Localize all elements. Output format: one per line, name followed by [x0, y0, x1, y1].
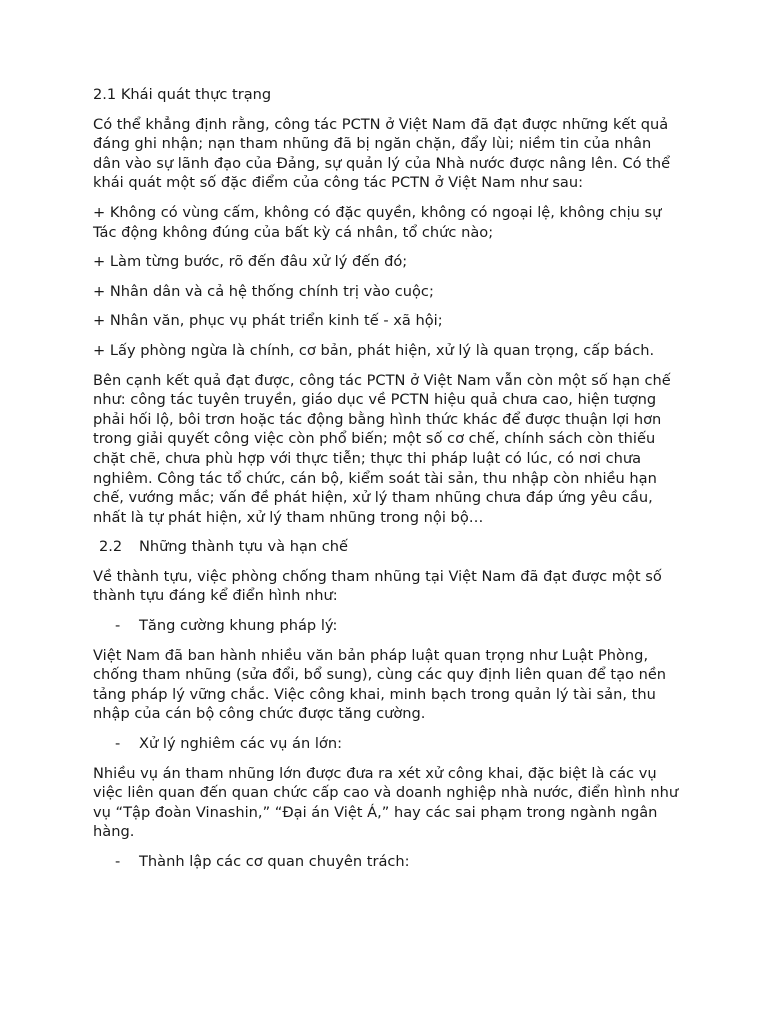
bullet-item	[93, 734, 683, 754]
section-2-2-intro: Về thành tựu, việc phòng chống tham nhũng tại Việt Nam đã đạt được một số thành tựu đáng kể điển hình như:	[93, 567, 662, 605]
point-item: + Nhân văn, phục vụ phát triển kinh tế - xã hội;	[93, 312, 443, 330]
bullet-item	[93, 616, 683, 636]
bullet-body: Nhiều vụ án tham nhũng lớn được đưa ra xét xử công khai, đặc biệt là các vụ việc liên quan đến quan chức cấp cao và doanh nghiệp nhà nước, điển hình như vụ “Tập đoàn Vinashin,” “Đại án Việt Á,” hay các sai phạm trong ngành ngân hàng.	[93, 764, 679, 841]
section-2-2-title: Những thành tựu và hạn chế	[139, 538, 349, 556]
bullet-item	[93, 852, 683, 872]
bullet-dash: -	[115, 735, 121, 753]
section-2-1-intro: Có thể khẳng định rằng, công tác PCTN ở Việt Nam đã đạt được những kết quả đáng ghi nhận; nạn tham nhũng đã bị ngăn chặn, đẩy lùi; niềm tin của nhân dân vào sự lãnh đạo của Đảng, sự quản lý của Nhà nước được nâng lên. Có thể khái quát một số đặc điểm của công tác PCTN ở Việt Nam như sau:	[93, 115, 671, 192]
bullet-dash: -	[115, 617, 121, 635]
bullet-dash: -	[115, 853, 121, 870]
section-2-2-number: 2.2	[99, 538, 123, 556]
document-page	[93, 85, 683, 882]
point-item: + Làm từng bước, rõ đến đâu xử lý đến đó;	[93, 253, 408, 271]
bullet-body: Việt Nam đã ban hành nhiều văn bản pháp luật quan trọng như Luật Phòng, chống tham nhũng (sửa đổi, bổ sung), cùng các quy định liên quan để tạo nền tảng pháp lý vững chắc. Việc công khai, minh bạch trong quản lý tài sản, thu nhập của cán bộ công chức được tăng cường.	[93, 646, 667, 723]
point-item: + Lấy phòng ngừa là chính, cơ bản, phát hiện, xử lý là quan trọng, cấp bách.	[93, 341, 655, 359]
section-2-2-heading	[93, 537, 683, 557]
bullet-label: Tăng cường khung pháp lý:	[139, 617, 338, 635]
bullet-label: Thành lập các cơ quan chuyên trách:	[139, 853, 410, 870]
bullet-label: Xử lý nghiêm các vụ án lớn:	[139, 735, 343, 753]
point-item: + Nhân dân và cả hệ thống chính trị vào cuộc;	[93, 282, 434, 300]
point-item: + Không có vùng cấm, không có đặc quyền, không có ngoại lệ, không chịu sự Tác động không đúng của bất kỳ cá nhân, tổ chức nào;	[93, 203, 662, 241]
section-2-1-limitations: Bên cạnh kết quả đạt được, công tác PCTN ở Việt Nam vẫn còn một số hạn chế như: công tác tuyên truyền, giáo dục về PCTN hiệu quả chưa cao, hiện tượng phải hối lộ, bôi trơn hoặc tác động bằng hình thức khác để được thuận lợi hơn trong giải quyết công việc còn phổ biến; một số cơ chế, chính sách còn thiếu chặt chẽ, chưa phù hợp với thực tiễn; thực thi pháp luật có lúc, có nơi chưa nghiêm. Công tác tổ chức, cán bộ, kiểm soát tài sản, thu nhập còn nhiều hạn chế, vướng mắc; vấn đề phát hiện, xử lý tham nhũng chưa đáp ứng yêu cầu, nhất là tự phát hiện, xử lý tham nhũng trong nội bộ…	[93, 371, 671, 526]
section-2-1-heading: 2.1 Khái quát thực trạng	[93, 86, 272, 103]
